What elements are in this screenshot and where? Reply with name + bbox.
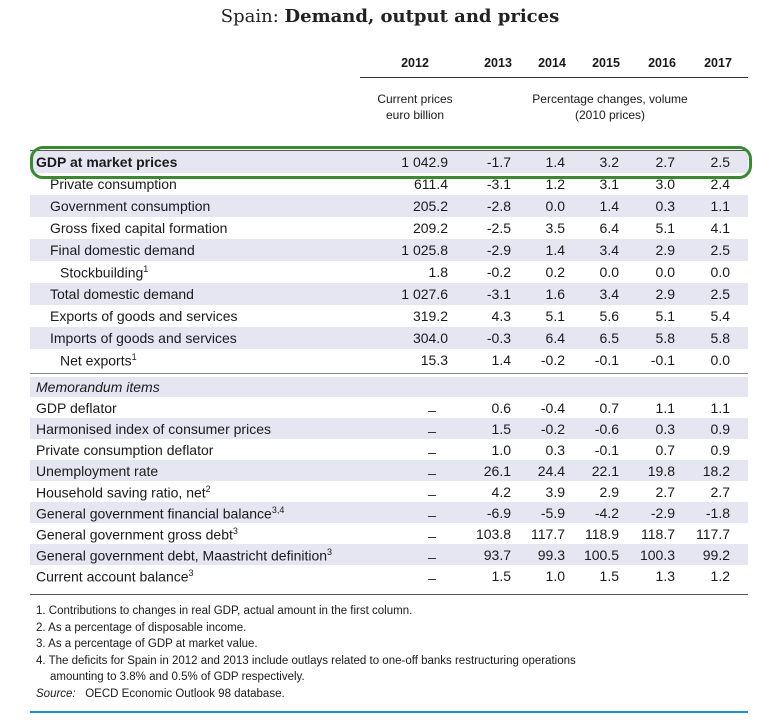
row-label <box>36 484 211 501</box>
cell-2014: 1.4 <box>545 242 565 258</box>
table-row <box>30 239 748 261</box>
cell-2014: 99.3 <box>537 547 565 563</box>
cell-2017: 2.7 <box>710 484 730 500</box>
memo-row <box>30 502 748 523</box>
cell-2012: 209.2 <box>412 220 448 236</box>
cell-2013: 1.5 <box>491 421 511 437</box>
table-title <box>0 6 780 27</box>
row-label-text: GDP deflator <box>36 400 117 416</box>
cell-2016: 0.3 <box>655 421 675 437</box>
subheader-left-line1: Current prices <box>377 92 453 106</box>
row-label-text: Total domestic demand <box>50 286 194 302</box>
cell-2014: 3.9 <box>545 484 565 500</box>
cell-2014: 1.6 <box>545 286 565 302</box>
cell-2017: 2.5 <box>710 242 730 258</box>
cell-2014: 1.2 <box>545 176 565 192</box>
footnote-4: 4. The deficits for Spain in 2012 and 2013 include outlays related to one-off banks restructuring operations <box>36 654 576 667</box>
cell-2012-empty: _ <box>428 480 436 496</box>
cell-2016: 3.0 <box>655 176 675 192</box>
cell-2015: 6.4 <box>599 220 619 236</box>
footnote-2: 2. As a percentage of disposable income. <box>36 621 247 634</box>
cell-2012-empty: _ <box>428 459 436 475</box>
cell-2016: 1.3 <box>655 568 675 584</box>
cell-2013: 103.8 <box>475 526 511 542</box>
cell-2014: 6.4 <box>545 330 565 346</box>
title-main: Demand, output and prices <box>284 6 560 27</box>
cell-2014: -5.9 <box>540 505 565 521</box>
row-label-text: Harmonised index of consumer prices <box>36 421 271 437</box>
row-label-text: Gross fixed capital formation <box>50 220 228 236</box>
footnote-marker: 3,4 <box>271 505 285 515</box>
cell-2012: 611.4 <box>414 176 448 192</box>
cell-2016: -0.1 <box>650 352 675 368</box>
cell-2012: 15.3 <box>420 352 448 368</box>
row-label-text: Unemployment rate <box>36 463 159 479</box>
cell-2015: 22.1 <box>591 463 619 479</box>
table-row <box>30 261 748 283</box>
cell-2015: 3.1 <box>599 176 619 192</box>
cell-2016: 19.8 <box>647 463 675 479</box>
memo-row <box>30 544 748 565</box>
cell-2017: 0.9 <box>710 421 730 437</box>
cell-2016: 118.7 <box>641 526 675 542</box>
cell-2013: 1.0 <box>491 442 511 458</box>
table-row <box>30 283 748 305</box>
footnote-marker: 3 <box>232 526 238 536</box>
row-label-text: Household saving ratio, net <box>36 484 206 501</box>
memorandum-title-row <box>30 377 748 397</box>
row-label <box>50 242 195 258</box>
gdp-highlight-outline <box>30 146 752 179</box>
cell-2013: -2.5 <box>486 220 511 236</box>
source-text: OECD Economic Outlook 98 database. <box>85 687 285 700</box>
cell-2013: 1.4 <box>491 352 511 368</box>
cell-2015: 5.6 <box>599 308 619 324</box>
row-label <box>60 352 137 369</box>
cell-2012-empty: _ <box>428 501 436 517</box>
cell-2013: -0.3 <box>486 330 511 346</box>
cell-2015: 3.2 <box>599 154 619 170</box>
column-header-2017: 2017 <box>704 56 732 70</box>
cell-2017: 1.1 <box>710 198 730 214</box>
cell-2012: 304.0 <box>412 330 448 346</box>
cell-2016: 5.8 <box>655 330 675 346</box>
cell-2017: 117.7 <box>696 526 730 542</box>
cell-2017: 1.1 <box>710 400 730 416</box>
cell-2013: -6.9 <box>486 505 511 521</box>
row-label <box>36 463 158 479</box>
cell-2012-empty: _ <box>428 522 436 538</box>
memo-row <box>30 565 748 586</box>
cell-2017: 5.4 <box>710 308 730 324</box>
memo-row <box>30 523 748 544</box>
subheader-right-line2: (2010 prices) <box>574 108 646 122</box>
row-label-text: General government gross debt <box>36 526 233 543</box>
cell-2015: 6.5 <box>599 330 619 346</box>
cell-2015: 1.4 <box>599 198 619 214</box>
cell-2013: 4.2 <box>491 484 511 500</box>
cell-2016: 5.1 <box>655 308 675 324</box>
row-label <box>50 286 194 302</box>
cell-2017: -1.8 <box>705 505 730 521</box>
source-label: Source: <box>36 687 76 700</box>
cell-2013: 1.5 <box>491 568 511 584</box>
cell-2012-empty: _ <box>428 564 436 580</box>
cell-2014: 24.4 <box>537 463 565 479</box>
cell-2013: -3.1 <box>486 286 511 302</box>
footnote-1: 1. Contributions to changes in real GDP, actual amount in the first column. <box>36 605 413 617</box>
cell-2016: 2.9 <box>655 286 675 302</box>
cell-2017: 18.2 <box>702 463 730 479</box>
cell-2016: 0.0 <box>655 264 675 280</box>
cell-2014: -0.2 <box>540 421 565 437</box>
footnote-marker: 3 <box>188 568 194 578</box>
subheader-percentage-changes <box>500 91 720 123</box>
row-label <box>36 505 284 522</box>
cell-2012: 319.2 <box>412 308 448 324</box>
table-row <box>30 305 748 327</box>
cell-2012-empty: _ <box>428 543 436 559</box>
cell-2014: 0.2 <box>545 264 565 280</box>
cell-2017: 0.0 <box>710 264 730 280</box>
footnote-3: 3. As a percentage of GDP at market value. <box>36 638 258 650</box>
cell-2015: -0.1 <box>594 442 619 458</box>
cell-2017: 2.5 <box>710 154 730 170</box>
footnote-marker: 2 <box>205 484 211 494</box>
row-label-text: Government consumption <box>50 198 211 214</box>
footnote-marker: 1 <box>143 264 149 274</box>
row-label-text: Private consumption deflator <box>36 442 214 458</box>
row-label-text: Final domestic demand <box>50 242 195 258</box>
cell-2013: 93.7 <box>483 547 511 563</box>
memorandum-divider <box>30 373 748 374</box>
cell-2015: 118.9 <box>585 526 619 542</box>
row-label-text: Net exports <box>60 352 132 369</box>
source-line <box>36 686 576 703</box>
row-label <box>36 421 271 437</box>
cell-2014: 0.0 <box>545 198 565 214</box>
row-label <box>50 330 237 346</box>
row-label-text: General government financial balance <box>36 505 272 522</box>
table-row <box>30 349 748 371</box>
cell-2014: 117.7 <box>531 526 565 542</box>
row-label <box>36 400 117 416</box>
cell-2015: -0.6 <box>594 421 619 437</box>
cell-2013: 0.6 <box>491 400 511 416</box>
cell-2013: 26.1 <box>483 463 511 479</box>
cell-2016: 0.7 <box>655 442 675 458</box>
row-label-text: Current account balance <box>36 568 189 585</box>
cell-2015: 0.7 <box>599 400 619 416</box>
memo-row <box>30 460 748 481</box>
row-label <box>50 308 238 324</box>
cell-2015: -0.1 <box>594 352 619 368</box>
cell-2014: 5.1 <box>545 308 565 324</box>
memo-row <box>30 397 748 418</box>
row-label <box>36 568 194 585</box>
row-label <box>36 379 160 395</box>
cell-2012-empty: _ <box>428 417 436 433</box>
row-label <box>36 442 213 458</box>
row-label-text: GDP at market prices <box>36 154 178 170</box>
column-header-2014: 2014 <box>538 56 566 70</box>
cell-2016: 5.1 <box>655 220 675 236</box>
footnotes <box>36 603 576 702</box>
bottom-accent-rule <box>30 711 748 713</box>
cell-2013: -2.9 <box>486 242 511 258</box>
cell-2015: 3.4 <box>599 242 619 258</box>
subheader-right-line1: Percentage changes, volume <box>532 92 688 106</box>
cell-2012: 1 025.8 <box>401 242 448 258</box>
footnote-4-cont: amounting to 3.8% and 0.5% of GDP respectively. <box>50 671 305 683</box>
column-header-2015: 2015 <box>592 56 620 70</box>
table-row <box>30 217 748 239</box>
cell-2016: 0.3 <box>655 198 675 214</box>
row-label <box>50 220 227 236</box>
cell-2015: -4.2 <box>594 505 619 521</box>
footnote-marker: 3 <box>327 547 333 557</box>
cell-2017: 0.9 <box>710 442 730 458</box>
row-label <box>36 547 332 564</box>
footnote-marker: 1 <box>131 352 137 362</box>
table-row <box>30 195 748 217</box>
cell-2014: 0.3 <box>545 442 565 458</box>
row-label-text: Memorandum items <box>36 379 160 395</box>
row-label <box>50 198 210 214</box>
row-label <box>60 264 148 281</box>
cell-2015: 2.9 <box>599 484 619 500</box>
row-label <box>36 526 238 543</box>
title-country: Spain: <box>220 6 279 27</box>
table-bottom-rule <box>30 594 748 595</box>
memo-row <box>30 418 748 439</box>
cell-2015: 100.5 <box>583 547 619 563</box>
cell-2017: 5.8 <box>710 330 730 346</box>
memo-row <box>30 439 748 460</box>
cell-2012: 205.2 <box>412 198 448 214</box>
cell-2014: 3.5 <box>545 220 565 236</box>
row-label-text: General government debt, Maastricht definition <box>36 547 328 564</box>
cell-2017: 99.2 <box>702 547 730 563</box>
cell-2012: 1 042.9 <box>401 154 448 170</box>
cell-2014: -0.2 <box>540 352 565 368</box>
subheader-left-line2: euro billion <box>385 108 445 122</box>
cell-2014: 1.4 <box>545 154 565 170</box>
cell-2017: 2.5 <box>710 286 730 302</box>
cell-2016: 100.3 <box>639 547 675 563</box>
cell-2017: 1.2 <box>710 568 730 584</box>
cell-2016: 2.7 <box>655 154 675 170</box>
header-divider <box>360 77 748 78</box>
cell-2012-empty: _ <box>428 438 436 454</box>
cell-2016: 1.1 <box>655 400 675 416</box>
subheader-current-prices <box>360 91 470 123</box>
column-header-2012: 2012 <box>401 56 429 70</box>
cell-2013: 4.3 <box>491 308 511 324</box>
column-header-2016: 2016 <box>648 56 676 70</box>
cell-2017: 2.4 <box>710 176 730 192</box>
cell-2016: -2.9 <box>650 505 675 521</box>
cell-2017: 4.1 <box>710 220 730 236</box>
column-header-2013: 2013 <box>484 56 512 70</box>
cell-2013: -2.8 <box>486 198 511 214</box>
cell-2013: -1.7 <box>486 154 511 170</box>
cell-2016: 2.9 <box>655 242 675 258</box>
cell-2017: 0.0 <box>710 352 730 368</box>
cell-2016: 2.7 <box>655 484 675 500</box>
cell-2013: -3.1 <box>486 176 511 192</box>
cell-2015: 3.4 <box>599 286 619 302</box>
cell-2014: 1.0 <box>545 568 565 584</box>
cell-2015: 0.0 <box>599 264 619 280</box>
row-label-text: Imports of goods and services <box>50 330 237 346</box>
cell-2012-empty: _ <box>428 396 436 412</box>
row-label-text: Stockbuilding <box>60 264 144 281</box>
cell-2013: -0.2 <box>486 264 511 280</box>
table-row <box>30 327 748 349</box>
cell-2012: 1.8 <box>428 264 448 280</box>
row-label-text: Exports of goods and services <box>50 308 238 324</box>
memo-row <box>30 481 748 502</box>
cell-2015: 1.5 <box>599 568 619 584</box>
row-label-text: Private consumption <box>50 176 177 192</box>
cell-2012: 1 027.6 <box>401 286 448 302</box>
cell-2014: -0.4 <box>540 400 565 416</box>
